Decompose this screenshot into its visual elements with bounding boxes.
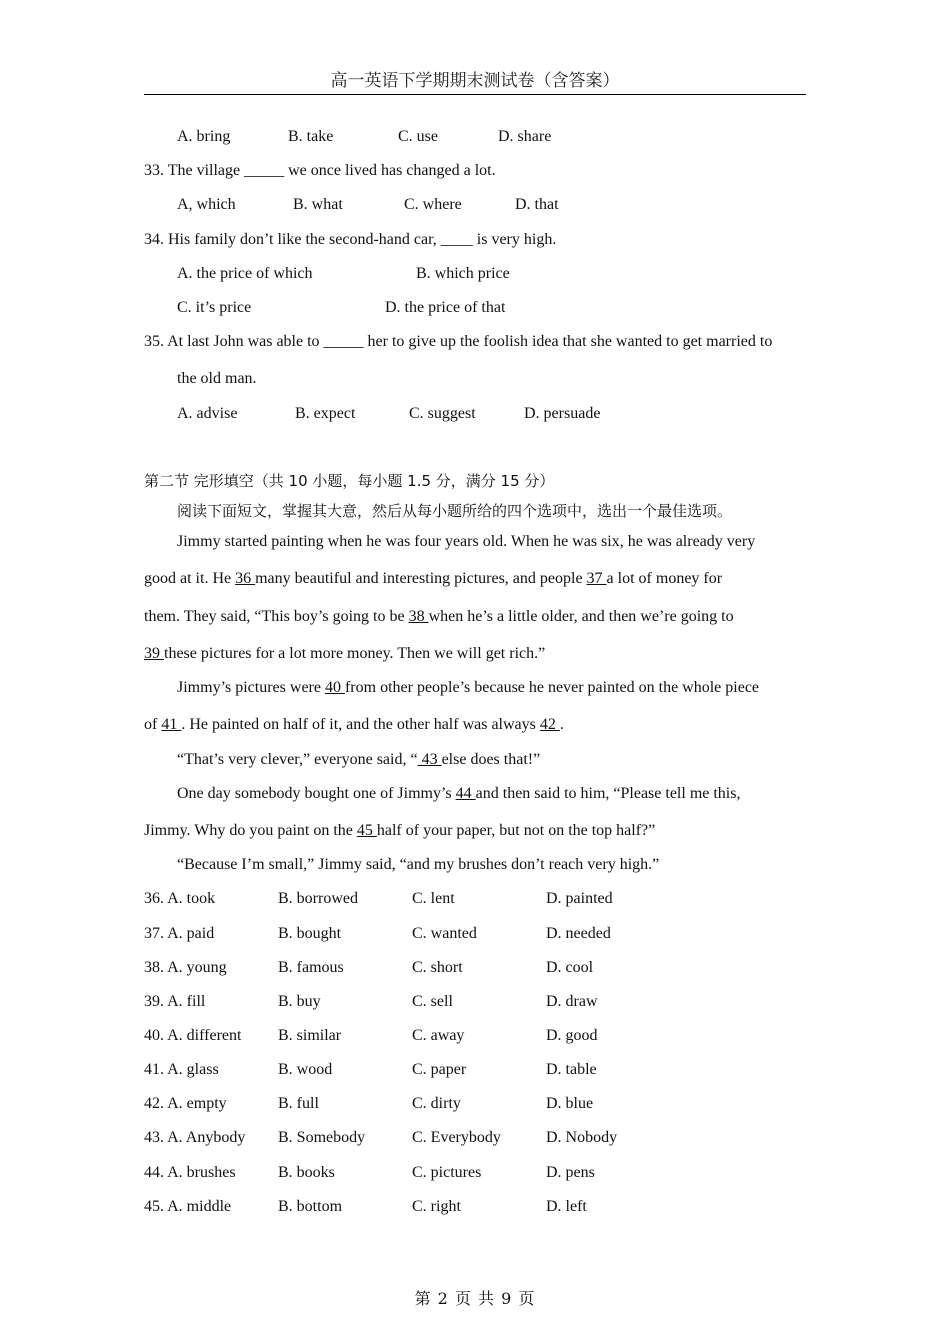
q35-option-a: A. advise	[177, 405, 238, 422]
q35-stem-line1: 35. At last John was able to _____ her to give up the foolish idea that she wanted to get married to	[144, 333, 773, 350]
option-d: D. painted	[546, 890, 613, 907]
passage-p1-line3: them. They said, “This boy’s going to be 38 when he’s a little older, and then we’re going to	[144, 608, 734, 625]
option-b: B. bought	[278, 925, 342, 942]
option-a: 37. A. paid	[144, 925, 215, 942]
q35-option-b: B. expect	[295, 405, 356, 422]
option-d: D. Nobody	[546, 1129, 618, 1146]
blank-43: 43	[417, 751, 442, 768]
q33-option-b: B. what	[293, 196, 343, 213]
option-b: B. full	[278, 1095, 319, 1112]
option-a: 41. A. glass	[144, 1061, 219, 1078]
option-a: 43. A. Anybody	[144, 1129, 246, 1146]
q33-option-c: C. where	[404, 196, 462, 213]
option-b: B. Somebody	[278, 1129, 366, 1146]
q34-option-a: A. the price of which	[177, 265, 313, 282]
q34-option-d: D. the price of that	[385, 299, 506, 316]
q34-option-c: C. it’s price	[177, 299, 252, 316]
passage-p2-line1: Jimmy’s pictures were 40 from other people’s because he never painted on the whole piece	[177, 679, 760, 696]
blank-45: 45	[356, 822, 377, 839]
passage-p5: “Because I’m small,” Jimmy said, “and my brushes don’t reach very high.”	[177, 856, 660, 873]
blank-42: 42	[539, 716, 560, 733]
option-b: B. wood	[278, 1061, 333, 1078]
passage-p1-line4: 39 these pictures for a lot more money. Then we will get rich.”	[144, 645, 546, 662]
option-a: 40. A. different	[144, 1027, 242, 1044]
blank-44: 44	[455, 785, 476, 802]
q32-option-a: A. bring	[177, 128, 231, 145]
option-b: B. books	[278, 1164, 335, 1181]
option-b: B. similar	[278, 1027, 342, 1044]
option-d: D. table	[546, 1061, 597, 1078]
option-b: B. buy	[278, 993, 321, 1010]
blank-37: 37	[586, 570, 607, 587]
option-d: D. draw	[546, 993, 598, 1010]
option-c: C. Everybody	[412, 1129, 501, 1146]
option-c: C. away	[412, 1027, 465, 1044]
option-c: C. right	[412, 1198, 461, 1215]
option-b: B. borrowed	[278, 890, 358, 907]
blank-40: 40	[324, 679, 345, 696]
q35-stem-line2: the old man.	[177, 370, 257, 387]
option-b: B. bottom	[278, 1198, 343, 1215]
option-c: C. short	[412, 959, 463, 976]
blank-36: 36	[235, 570, 256, 587]
page-header	[144, 66, 806, 95]
option-a: 45. A. middle	[144, 1198, 232, 1215]
option-d: D. cool	[546, 959, 594, 976]
passage-p4-line1: One day somebody bought one of Jimmy’s 44 and then said to him, “Please tell me this,	[177, 785, 741, 802]
q32-option-b: B. take	[288, 128, 334, 145]
option-d: D. needed	[546, 925, 611, 942]
header-title: 高一英语下学期期末测试卷（含答案）	[330, 71, 620, 91]
option-d: D. good	[546, 1027, 598, 1044]
option-a: 44. A. brushes	[144, 1164, 236, 1181]
section-instruction: 阅读下面短文，掌握其大意，然后从每小题所给的四个选项中，选出一个最佳选项。	[177, 502, 733, 520]
passage-p2-line2: of 41 . He painted on half of it, and the other half was always 42 .	[144, 716, 564, 733]
option-c: C. pictures	[412, 1164, 482, 1181]
q32-option-c: C. use	[398, 128, 438, 145]
option-b: B. famous	[278, 959, 344, 976]
option-c: C. lent	[412, 890, 455, 907]
q35-option-d: D. persuade	[524, 405, 601, 422]
option-a: 42. A. empty	[144, 1095, 227, 1112]
q35-option-c: C. suggest	[409, 405, 476, 422]
option-d: D. left	[546, 1198, 587, 1215]
q32-option-d: D. share	[498, 128, 552, 145]
option-c: C. dirty	[412, 1095, 461, 1112]
option-c: C. sell	[412, 993, 453, 1010]
q33-option-d: D. that	[515, 196, 559, 213]
q34-stem: 34. His family don’t like the second-hand car, ____ is very high.	[144, 231, 557, 248]
passage-p1-line2: good at it. He 36 many beautiful and interesting pictures, and people 37 a lot of money for	[144, 570, 723, 587]
section-title: 第二节 完形填空（共 10 小题，每小题 1.5 分，满分 15 分）	[144, 472, 555, 490]
passage-p1-line1: Jimmy started painting when he was four years old. When he was six, he was already very	[177, 533, 756, 550]
option-d: D. blue	[546, 1095, 594, 1112]
option-d: D. pens	[546, 1164, 595, 1181]
option-a: 36. A. took	[144, 890, 216, 907]
passage-p3: “That’s very clever,” everyone said, “ 43 else does that!”	[177, 751, 541, 768]
blank-41: 41	[161, 716, 182, 733]
option-c: C. wanted	[412, 925, 477, 942]
option-a: 39. A. fill	[144, 993, 206, 1010]
blank-39-part2: 39	[144, 645, 164, 662]
passage-p4-line2: Jimmy. Why do you paint on the 45 half of your paper, but not on the top half?”	[144, 822, 656, 839]
page-number: 第 2 页 共 9 页	[414, 1289, 536, 1308]
option-c: C. paper	[412, 1061, 467, 1078]
option-a: 38. A. young	[144, 959, 227, 976]
q34-option-b: B. which price	[416, 265, 510, 282]
q33-option-a: A, which	[177, 196, 236, 213]
blank-38: 38	[408, 608, 429, 625]
q33-stem: 33. The village _____ we once lived has changed a lot.	[144, 162, 496, 179]
